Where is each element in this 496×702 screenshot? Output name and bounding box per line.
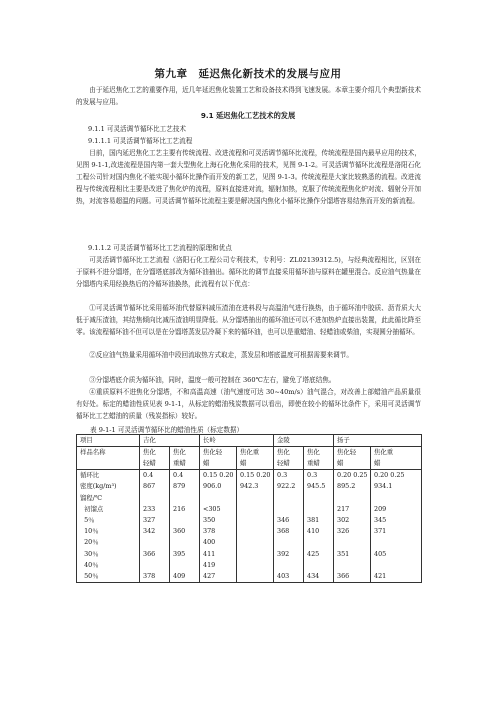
table-cell: 381	[307, 515, 320, 524]
table-cell: 371	[374, 527, 387, 536]
table-cell: 392	[277, 549, 290, 558]
subsection-heading-9112: 9.1.1.2 可灵活调节循环比工艺流程的原理和优点	[88, 244, 232, 252]
table-cell: 360	[173, 527, 186, 536]
table-cell	[143, 537, 166, 548]
table-cell: 378	[143, 571, 156, 580]
table-cell: 0.20 0.25	[374, 471, 405, 480]
table-cell: 350	[203, 515, 216, 524]
table-cell: 0.4	[143, 471, 154, 480]
data-row	[77, 470, 422, 583]
value-column	[371, 470, 422, 583]
table-cell	[240, 571, 270, 582]
header-cell: 金陵	[274, 435, 334, 447]
paragraph-advantage-2: ②反应油气热量采用循环油中段回流取热方式取走，蒸发层和塔底温度可根据需要来调节。	[89, 351, 353, 359]
table-cell	[307, 504, 330, 515]
table-cell	[374, 493, 418, 504]
table-cell: 0.3	[277, 471, 288, 480]
table-cell: 0.20 0.25	[337, 471, 368, 480]
table-cell: 378	[203, 527, 216, 536]
table-cell: 366	[143, 549, 156, 558]
table-cell	[240, 493, 270, 504]
header-cell: 扬子	[334, 435, 422, 447]
table-cell	[307, 537, 330, 548]
value-column	[170, 470, 200, 583]
sample-cell: 焦化重 蜡	[371, 447, 422, 470]
paragraph-advantage-1: ①可灵活调节循环比采用循环油代替原料减压渣油在进料段与高温油气进行换热，由于循环油中胶质、沥青质大大低于减压渣油，其结焦倾向比减压渣油明显降低。从分馏塔抽出的循环油还可以不进加热炉直接出装置，此此循比降至零。该流程循环油不但可以是在分馏塔蒸发层冷凝下来的循环油，也可以是重蜡油、轻蜡油或柴油，实现圆分抽循环。	[76, 304, 421, 336]
table-cell: 342	[143, 527, 156, 536]
table-cell	[307, 493, 330, 504]
subsection-heading-911: 9.1.1 可灵活调节循环比工艺技术	[88, 125, 186, 133]
subsection-heading-9111: 9.1.1.1 可灵活调节循环比工艺流程	[88, 137, 193, 145]
table-cell: 434	[307, 571, 320, 580]
table-cell	[240, 537, 270, 548]
table-cell: 425	[307, 549, 320, 558]
intro-paragraph: 由于延迟焦化工艺的重要作用，近几年延迟焦化装置工艺和设备技术得到飞速发展。本章主要介绍几个典型新技术的发展与应用。	[76, 86, 421, 106]
row-label: 10％	[80, 527, 99, 536]
row-label: 样品名称	[77, 447, 140, 470]
table-cell: 403	[277, 571, 290, 580]
table-cell	[240, 526, 270, 537]
table-cell: 0.15 0.20	[203, 471, 234, 480]
table-cell	[173, 537, 196, 548]
table-cell	[240, 504, 270, 515]
table-cell	[277, 560, 300, 571]
table-cell	[173, 560, 196, 571]
chapter-title: 第九章 延迟焦化新技术的发展与应用	[154, 68, 342, 80]
sample-cell: 焦化 轻蜡	[140, 447, 170, 470]
table-cell: 216	[173, 504, 186, 513]
table-cell	[337, 493, 367, 504]
table-cell	[277, 537, 300, 548]
table-cell	[203, 493, 233, 504]
value-column	[304, 470, 334, 583]
row-label: 5％	[80, 515, 95, 524]
sample-cell: 焦化 重蜡	[170, 447, 200, 470]
row-label: 50％	[80, 571, 99, 580]
section-title: 9.1 延迟焦化工艺技术的发展	[200, 111, 296, 120]
sample-cell: 焦化重 蜡	[237, 447, 274, 470]
header-cell: 长岭	[200, 435, 274, 447]
table-cell	[374, 537, 418, 548]
table-cell	[337, 560, 367, 571]
row-label: 20％	[80, 538, 99, 547]
sample-cell: 焦化轻 蜡	[334, 447, 371, 470]
table-cell: 906.0	[203, 482, 222, 491]
table-cell: 345	[374, 515, 387, 524]
sample-cell: 焦化 轻蜡	[274, 447, 304, 470]
table-cell: 867	[143, 482, 156, 491]
paragraph-advantage-3: ③分馏塔底介质为循环油，同时，温度一般可控制在 360℃左右，避免了塔底结焦。	[89, 376, 336, 384]
table-cell: 0.3	[307, 471, 318, 480]
table-cell: 400	[203, 538, 216, 547]
table-cell	[143, 560, 166, 571]
table-cell: 405	[374, 549, 387, 558]
table-cell	[240, 549, 270, 560]
row-label: 初馏点	[80, 504, 104, 513]
table-cell	[173, 515, 196, 526]
table-cell: 302	[337, 515, 350, 524]
row-label: 循环比	[80, 471, 100, 480]
table-cell: 409	[173, 571, 186, 580]
table-cell	[143, 493, 166, 504]
table-cell: 411	[203, 549, 216, 558]
paragraph-principle: 可灵活调节循环比工艺流程（洛阳石化工程公司专利技术，专利号：ZL02139312.5)，与经典流程相比，区别在于原料不进分馏塔，在分馏塔底部改为循环油抽出。循环比的调节直接采用循环油与原料在罐里混合。反应油气热量在分馏塔内采用经换热后的冷循环油换热，此流程有以下优点：	[76, 256, 421, 288]
table-cell: 410	[307, 527, 320, 536]
value-column	[237, 470, 274, 583]
sample-cell: 焦化轻 蜡	[200, 447, 237, 470]
table-cell: 209	[374, 504, 387, 513]
table-cell: 326	[337, 527, 350, 536]
sample-cell: 焦化 重蜡	[304, 447, 334, 470]
table-caption: 表 9-1-1 可灵活调节循环比的蜡油性质（标定数据）	[90, 426, 244, 434]
table-cell: 346	[277, 515, 290, 524]
table-cell: 945.5	[307, 482, 326, 491]
row-label: 馏程/℃	[80, 493, 103, 502]
paragraph-advantage-4: ④重质原料不进焦化分馏塔，不和高温高速（油气速度可达 30~40m/s）油气混合，对改善上部蜡油产品质量很有好处。标定的蜡油性质见表 9-1-1，从标定的蜡油残炭数据可以看出，即使在较小的循环比条件下，采用可灵活调节循环比工艺蜡油的质量（残炭指标）较好。	[76, 388, 421, 420]
table-cell: <305	[203, 504, 221, 513]
table-cell	[240, 515, 270, 526]
table-cell: 419	[203, 560, 216, 569]
table-cell: 233	[143, 504, 156, 513]
table-cell: 427	[203, 571, 216, 580]
table-cell: 368	[277, 527, 290, 536]
table-cell	[277, 493, 300, 504]
table-cell	[277, 504, 300, 515]
table-cell: 0.15 0.20	[240, 471, 271, 480]
row-label: 密度(kg/m³)	[80, 482, 117, 491]
table-cell: 942.3	[240, 482, 259, 491]
row-label: 40％	[80, 560, 99, 569]
table-cell: 922.2	[277, 482, 296, 491]
table-cell: 0.4	[173, 471, 184, 480]
table-cell: 421	[374, 571, 387, 580]
table-cell: 934.1	[374, 482, 393, 491]
table-header-row	[77, 435, 422, 447]
table-cell: 895.2	[337, 482, 356, 491]
value-column	[140, 470, 170, 583]
paragraph-flow-types: 目前，国内延迟焦化工艺主要有传统流程、改进流程和可灵活调节循环比流程，传统流程是国内最早应用的技术，见图 9-1-1,改进流程是国内第一套大型焦化上海石化焦化采用的技术，见图 9-1-2。可灵活调节循环比流程是洛阳石化工程公司针对国内焦化不能实现小循环比操作而开发的新工艺，见图 9-1-3。传统流程是大家比较熟悉的流程。改进流程与传统流程相比主要是改进了焦化炉的流程，原料直接进对流，辐射加热，克服了传统流程焦化炉对流、辐射分开加热，对流容易超温的问题。可灵活调节循环比流程主要是解决国内焦化小循环比操作分馏塔容易结焦而开发的新流程。	[76, 149, 421, 205]
row-label: 30％	[80, 549, 99, 558]
value-column	[274, 470, 304, 583]
table-cell: 351	[337, 549, 350, 558]
table-cell: 366	[337, 571, 350, 580]
wax-oil-properties-table	[76, 434, 422, 583]
table-cell	[240, 560, 270, 571]
property-labels-cell	[77, 470, 140, 583]
table-cell	[307, 560, 330, 571]
table-cell	[374, 560, 418, 571]
value-column	[334, 470, 371, 583]
table-cell	[173, 493, 196, 504]
header-cell: 项目	[77, 435, 140, 447]
header-cell: 吉化	[140, 435, 200, 447]
table-cell: 217	[337, 504, 350, 513]
sample-name-row	[77, 447, 422, 470]
table-cell: 879	[173, 482, 186, 491]
table-cell	[337, 537, 367, 548]
table-cell: 327	[143, 515, 156, 524]
table-cell: 395	[173, 549, 186, 558]
value-column	[200, 470, 237, 583]
